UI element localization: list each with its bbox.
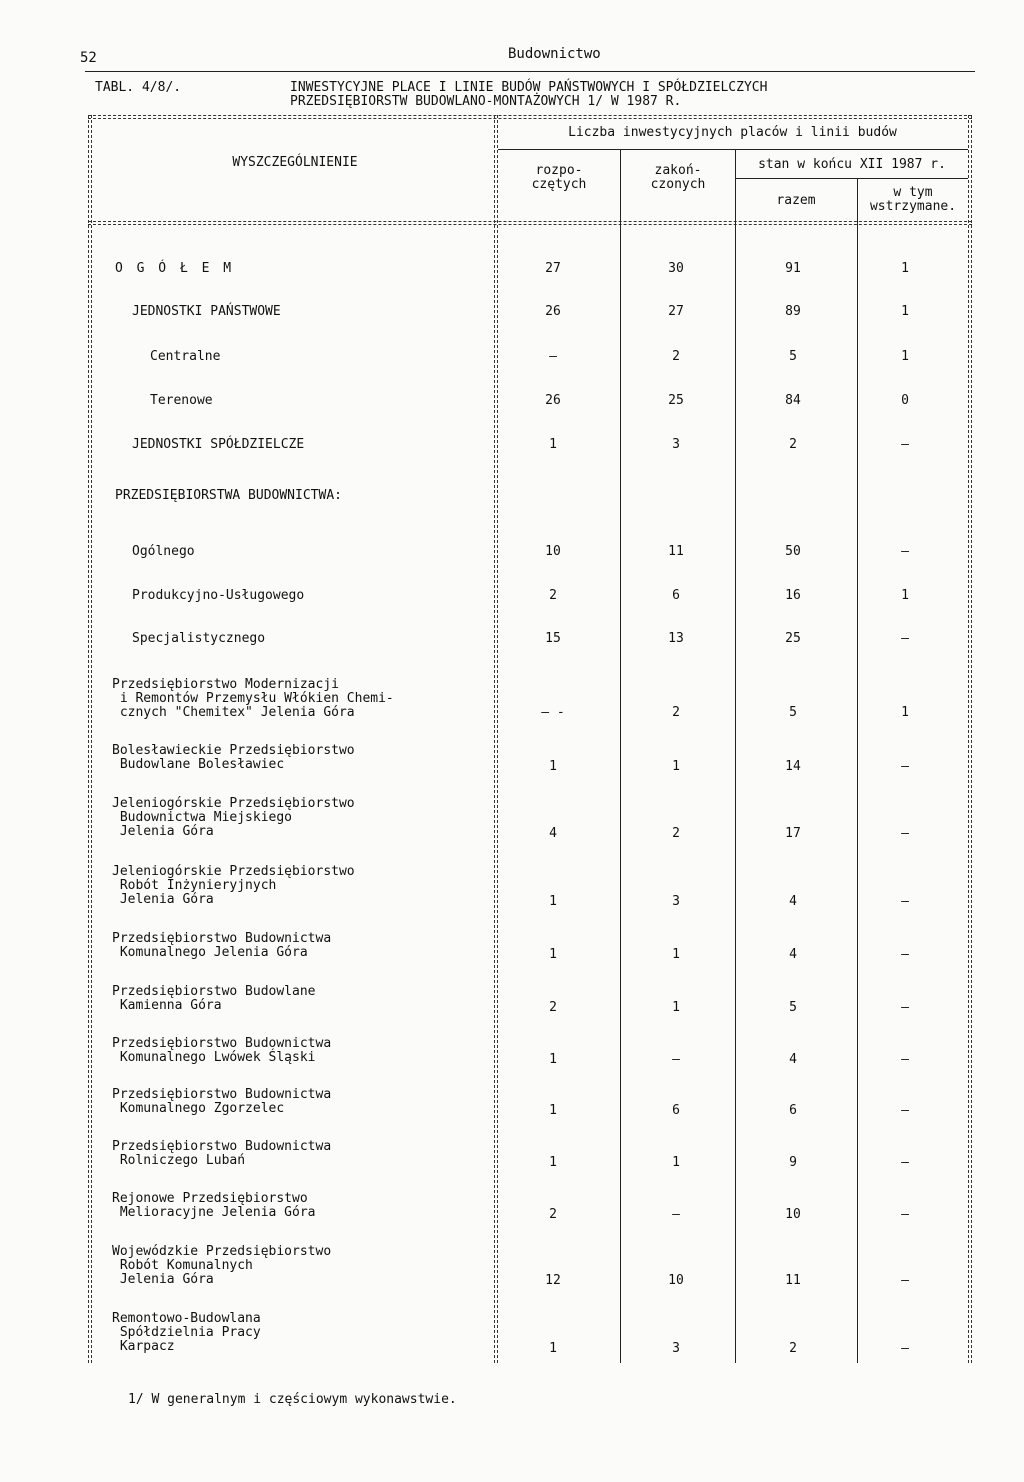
cell-suspended: – bbox=[901, 1207, 909, 1222]
row-label: Ogólnego bbox=[132, 544, 195, 559]
cell-started: 1 bbox=[549, 947, 557, 962]
cell-suspended: – bbox=[901, 759, 909, 774]
header-started: rozpo- czętych bbox=[531, 163, 587, 192]
cell-completed: – bbox=[672, 1207, 680, 1222]
row-label: Remontowo-Budowlana Spółdzielnia Pracy Karpacz bbox=[112, 1311, 261, 1354]
cell-suspended: – bbox=[901, 1103, 909, 1118]
cell-started: – - bbox=[541, 705, 565, 720]
cell-suspended: 1 bbox=[901, 304, 909, 319]
cell-started: 27 bbox=[545, 261, 561, 276]
row-label: Terenowe bbox=[150, 393, 213, 408]
table-number: TABL. 4/8/. bbox=[95, 80, 182, 95]
cell-suspended: 1 bbox=[901, 705, 909, 720]
row-label: JEDNOSTKI SPÓŁDZIELCZE bbox=[132, 437, 305, 452]
cell-total: 91 bbox=[785, 261, 801, 276]
row-label: O G Ó Ł E M bbox=[115, 261, 235, 276]
cell-suspended: – bbox=[901, 1273, 909, 1288]
cell-total: 25 bbox=[785, 631, 801, 646]
cell-started: 2 bbox=[549, 588, 557, 603]
footnote: 1/ W generalnym i częściowym wykonawstwie. bbox=[128, 1392, 457, 1407]
header-completed: zakoń- czonych bbox=[650, 163, 706, 192]
header-suspended: w tym wstrzymane. bbox=[869, 185, 957, 214]
cell-total: 9 bbox=[789, 1155, 797, 1170]
header-total: razem bbox=[776, 193, 816, 208]
cell-total: 4 bbox=[789, 947, 797, 962]
cell-total: 17 bbox=[785, 826, 801, 841]
row-label: Przedsiębiorstwo Budownictwa Komunalnego Jelenia Góra bbox=[112, 931, 332, 960]
cell-started: 1 bbox=[549, 1155, 557, 1170]
cell-total: 5 bbox=[789, 349, 797, 364]
cell-started: 4 bbox=[549, 826, 557, 841]
cell-started: 26 bbox=[545, 393, 561, 408]
cell-completed: 11 bbox=[668, 544, 684, 559]
cell-total: 16 bbox=[785, 588, 801, 603]
header-group: Liczba inwestycyjnych placów i linii budów bbox=[568, 125, 897, 140]
cell-suspended: – bbox=[901, 544, 909, 559]
cell-completed: 27 bbox=[668, 304, 684, 319]
cell-started: 2 bbox=[549, 1000, 557, 1015]
cell-suspended: – bbox=[901, 826, 909, 841]
cell-suspended: 1 bbox=[901, 588, 909, 603]
table-right-border bbox=[968, 115, 972, 1363]
row-label: Przedsiębiorstwo Budownictwa Komunalnego Lwówek Śląski bbox=[112, 1036, 332, 1065]
cell-suspended: – bbox=[901, 894, 909, 909]
cell-started: 15 bbox=[545, 631, 561, 646]
cell-total: 84 bbox=[785, 393, 801, 408]
cell-suspended: – bbox=[901, 631, 909, 646]
row-label: Specjalistycznego bbox=[132, 631, 266, 646]
cell-completed: 1 bbox=[672, 1000, 680, 1015]
cell-completed: 30 bbox=[668, 261, 684, 276]
page-number: 52 bbox=[80, 50, 97, 66]
cell-started: 1 bbox=[549, 1341, 557, 1356]
cell-completed: 2 bbox=[672, 705, 680, 720]
table-title-line-2: PRZEDSIĘBIORSTW BUDOWLANO-MONTAŻOWYCH 1/ W 1987 R. bbox=[290, 94, 682, 109]
cell-completed: 3 bbox=[672, 437, 680, 452]
cell-total: 5 bbox=[789, 705, 797, 720]
section-title: Budownictwo bbox=[508, 46, 601, 62]
table-top-border bbox=[88, 115, 972, 119]
cell-completed: 1 bbox=[672, 947, 680, 962]
top-rule bbox=[85, 71, 975, 72]
row-label: Przedsiębiorstwo Budowlane Kamienna Góra bbox=[112, 984, 316, 1013]
cell-total: 10 bbox=[785, 1207, 801, 1222]
row-label: Przedsiębiorstwo Modernizacji i Remontów Przemysłu Włókien Chemi- cznych "Chemitex" Jelenia Góra bbox=[112, 677, 394, 720]
cell-completed: 2 bbox=[672, 349, 680, 364]
col-sep-started-completed bbox=[620, 150, 621, 1363]
table-left-border bbox=[88, 115, 92, 1363]
row-label: Produkcyjno-Usługowego bbox=[132, 588, 305, 603]
cell-total: 11 bbox=[785, 1273, 801, 1288]
cell-started: 10 bbox=[545, 544, 561, 559]
cell-completed: 3 bbox=[672, 894, 680, 909]
cell-completed: 13 bbox=[668, 631, 684, 646]
cell-total: 5 bbox=[789, 1000, 797, 1015]
cell-total: 2 bbox=[789, 1341, 797, 1356]
cell-completed: 25 bbox=[668, 393, 684, 408]
cell-completed: 6 bbox=[672, 588, 680, 603]
cell-completed: 3 bbox=[672, 1341, 680, 1356]
cell-started: 1 bbox=[549, 1103, 557, 1118]
cell-completed: 10 bbox=[668, 1273, 684, 1288]
row-label: Centralne bbox=[150, 349, 221, 364]
cell-completed: 2 bbox=[672, 826, 680, 841]
cell-total: 6 bbox=[789, 1103, 797, 1118]
col-sep-completed-total bbox=[735, 150, 736, 1363]
cell-started: 1 bbox=[549, 894, 557, 909]
row-label: PRZEDSIĘBIORSTWA BUDOWNICTWA: bbox=[115, 488, 342, 503]
cell-total: 89 bbox=[785, 304, 801, 319]
row-label: Przedsiębiorstwo Budownictwa Rolniczego Lubań bbox=[112, 1139, 332, 1168]
cell-started: 26 bbox=[545, 304, 561, 319]
cell-suspended: – bbox=[901, 1052, 909, 1067]
cell-started: 1 bbox=[549, 437, 557, 452]
cell-total: 2 bbox=[789, 437, 797, 452]
cell-suspended: – bbox=[901, 1000, 909, 1015]
row-label: Bolesławieckie Przedsiębiorstwo Budowlane Bolesławiec bbox=[112, 743, 355, 772]
cell-suspended: 1 bbox=[901, 261, 909, 276]
cell-suspended: – bbox=[901, 1155, 909, 1170]
row-label: Jeleniogórskie Przedsiębiorstwo Robót Inżynieryjnych Jelenia Góra bbox=[112, 864, 355, 907]
cell-suspended: – bbox=[901, 437, 909, 452]
row-label: Przedsiębiorstwo Budownictwa Komunalnego Zgorzelec bbox=[112, 1087, 332, 1116]
row-label: JEDNOSTKI PAŃSTWOWE bbox=[132, 304, 281, 319]
header-group-rule bbox=[498, 149, 968, 150]
cell-total: 14 bbox=[785, 759, 801, 774]
row-label: Jeleniogórskie Przedsiębiorstwo Budownictwa Miejskiego Jelenia Góra bbox=[112, 796, 355, 839]
cell-started: 1 bbox=[549, 1052, 557, 1067]
cell-started: 1 bbox=[549, 759, 557, 774]
cell-total: 4 bbox=[789, 1052, 797, 1067]
cell-started: 2 bbox=[549, 1207, 557, 1222]
cell-started: – bbox=[549, 349, 557, 364]
cell-suspended: 0 bbox=[901, 393, 909, 408]
col-sep-total-suspended bbox=[857, 179, 858, 1363]
header-end-state: stan w końcu XII 1987 r. bbox=[758, 157, 946, 172]
cell-total: 50 bbox=[785, 544, 801, 559]
cell-suspended: – bbox=[901, 947, 909, 962]
cell-started: 12 bbox=[545, 1273, 561, 1288]
cell-total: 4 bbox=[789, 894, 797, 909]
row-label: Wojewódzkie Przedsiębiorstwo Robót Komunalnych Jelenia Góra bbox=[112, 1244, 332, 1287]
cell-suspended: – bbox=[901, 1341, 909, 1356]
cell-completed: 1 bbox=[672, 1155, 680, 1170]
cell-completed: – bbox=[672, 1052, 680, 1067]
header-subgroup-rule bbox=[735, 178, 968, 179]
header-specification: WYSZCZEGÓLNIENIE bbox=[232, 155, 358, 170]
cell-suspended: 1 bbox=[901, 349, 909, 364]
cell-completed: 1 bbox=[672, 759, 680, 774]
header-bottom-border bbox=[88, 221, 972, 225]
stub-column-border bbox=[494, 115, 498, 1363]
cell-completed: 6 bbox=[672, 1103, 680, 1118]
table-title-line-1: INWESTYCYJNE PLACE I LINIE BUDÓW PAŃSTWOWYCH I SPÓŁDZIELCZYCH bbox=[290, 80, 768, 95]
row-label: Rejonowe Przedsiębiorstwo Melioracyjne Jelenia Góra bbox=[112, 1191, 316, 1220]
